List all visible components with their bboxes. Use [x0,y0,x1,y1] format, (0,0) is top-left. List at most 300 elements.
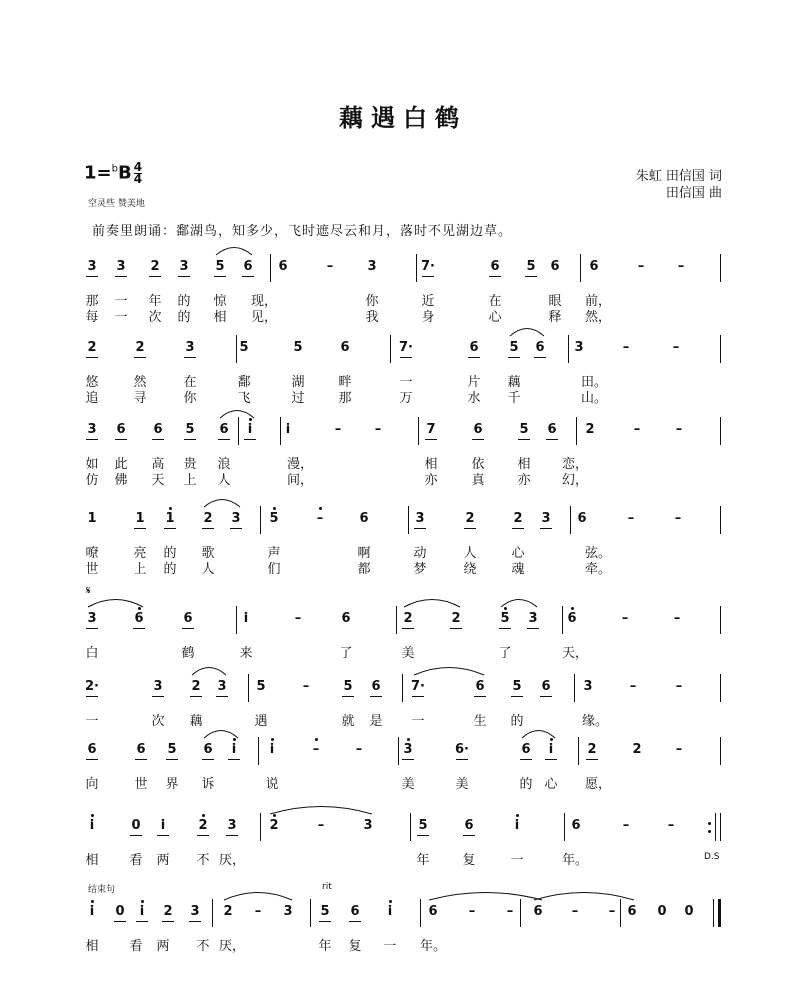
lyric-syllable: 心 [511,546,525,561]
note: 2 [191,679,201,694]
lyric-syllable: 不 [196,853,210,868]
high-octave-dot [550,738,553,741]
eighth-beam [230,528,242,529]
note: – [355,742,363,757]
note: i [89,818,95,833]
note: – [667,818,675,833]
segno-sign: 𝄋 [86,584,91,597]
lyric-syllable: 牵。 [584,562,612,577]
note: 6 [278,259,288,274]
lyric-syllable: 亦 [517,473,531,488]
note: – [374,422,382,437]
eighth-beam [534,357,546,358]
note: – [629,679,637,694]
note: – [675,422,683,437]
note: 5 [343,679,353,694]
lyric-syllable: 亦 [424,473,438,488]
note: 6 [475,679,485,694]
slur [414,668,484,676]
lyric-syllable: 依 [471,457,485,472]
note: 6 [371,679,381,694]
lyric-syllable: 心 [488,310,502,325]
note: i [548,742,554,757]
high-octave-dot [273,814,276,817]
lyric-syllable: 向 [85,777,99,792]
note: i [247,422,253,437]
note: 2 [163,904,173,919]
slur [270,807,372,815]
note: 7 [426,422,436,437]
note: 1 [135,511,145,526]
lyric-syllable: 天 [151,473,165,488]
eighth-beam [540,528,552,529]
eighth-beam [184,439,196,440]
note: 5 [519,422,529,437]
lyric-syllable: 的 [163,546,177,561]
note: 5 [512,679,522,694]
slur [204,500,240,508]
lyric-syllable: 两 [156,853,170,868]
note: 5 [526,259,536,274]
bar-line [416,254,417,282]
lyric-syllable: 世 [85,562,99,577]
note: i [89,904,95,919]
note: 6 [428,904,438,919]
eighth-beam [136,921,148,922]
note: 2 [403,611,413,626]
slur [216,248,252,256]
eighth-beam [166,759,178,760]
high-octave-dot [249,418,252,421]
lyric-syllable: 世 [134,777,148,792]
bar-line [396,606,397,634]
eighth-beam [412,696,424,697]
lyric-syllable: 的 [519,777,533,792]
lyric-syllable: 弦。 [584,546,612,561]
bar-line [580,254,581,282]
note: 2 [135,340,145,355]
note: – [254,904,262,919]
note: – [637,259,645,274]
note: 3 [87,611,97,626]
lyric-syllable: 复 [462,853,476,868]
lyric-syllable: 你 [183,391,197,406]
note: – [674,511,682,526]
lyric-syllable: 片 [467,375,481,390]
note: 3 [403,742,413,757]
note: 3 [190,904,200,919]
lyric-syllable: 寻 [133,391,147,406]
eighth-beam [499,628,511,629]
bar-line [562,606,563,634]
lyric-syllable: 惊 [213,294,227,309]
lyric-syllable: 人 [217,473,231,488]
note: – [317,818,325,833]
eighth-beam [342,696,354,697]
lyric-syllable: 是 [369,714,383,729]
time-denominator: 4 [133,172,143,186]
lyric-syllable: 复 [348,939,362,954]
repeat-dot [708,822,711,825]
slur [192,668,226,676]
note: i [160,818,166,833]
lyric-syllable: 厌， [218,853,246,868]
lyric-syllable: 间， [286,473,314,488]
lyric-syllable: 田。 [580,375,608,390]
slur [224,893,292,901]
note: – [677,259,685,274]
note: 5 [418,818,428,833]
note: i [514,818,520,833]
note: 7· [399,340,413,355]
bar-line [720,254,721,282]
note: 3 [583,679,593,694]
note: – [316,511,324,526]
note: 3 [153,679,163,694]
note: i [243,611,249,626]
lyric-syllable: 遇 [254,714,268,729]
lyric-syllable: 在 [488,294,502,309]
note: 6 [490,259,500,274]
note: 6 [469,340,479,355]
slur [534,893,634,901]
slur [501,600,537,608]
eighth-beam [149,276,161,277]
note: 6 [464,818,474,833]
lyric-syllable: 畔 [338,375,352,390]
eighth-beam [468,357,480,358]
high-octave-dot [315,738,318,741]
lyric-syllable: 漫， [286,457,314,472]
note: 0 [115,904,125,919]
note: 6 [359,511,369,526]
bar-line [520,899,521,927]
lyric-syllable: 界 [165,777,179,792]
bar-line [574,674,575,702]
eighth-beam [86,696,98,697]
lyric-syllable: 一 [383,939,397,954]
eighth-beam [472,439,484,440]
eighth-beam [134,528,146,529]
lyric-syllable: 心 [544,777,558,792]
lyric-syllable: 真 [471,473,485,488]
bar-line [402,674,403,702]
note: 6 [589,259,599,274]
performance-note: 空灵些 赞美地 [88,199,145,209]
high-octave-dot [91,814,94,817]
note: 6 [219,422,229,437]
lyric-syllable: 年 [416,853,430,868]
eighth-beam [417,835,429,836]
note: – [571,904,579,919]
lyric-syllable: 那 [85,294,99,309]
bar-line [420,899,421,927]
bar-line [248,674,249,702]
note: – [627,511,635,526]
bar-line [418,417,419,445]
bar-line [720,674,721,702]
bar-line [720,737,721,765]
lyric-syllable: 年。 [561,853,589,868]
eighth-beam [400,357,412,358]
note: 3 [541,511,551,526]
note: 5 [509,340,519,355]
lyric-syllable: 绕 [463,562,477,577]
eighth-beam [508,357,520,358]
lyric-syllable: 看 [129,853,143,868]
ending-label: 结束句 [88,885,116,895]
note: 6 [203,742,213,757]
flat-sign: b [111,163,118,175]
note: 1 [165,511,175,526]
high-octave-dot [91,900,94,903]
note: 6 [541,679,551,694]
eighth-beam [511,696,523,697]
bar-line [390,335,391,363]
lyric-syllable: 次 [148,310,162,325]
eighth-beam [525,276,537,277]
note: 6 [533,904,543,919]
note: 2 [585,422,595,437]
note: 6 [627,904,637,919]
lyric-syllable: 缘。 [581,714,609,729]
eighth-beam [319,921,331,922]
eighth-beam [228,759,240,760]
bar-line [260,506,261,534]
eighth-beam [162,921,174,922]
eighth-beam [115,439,127,440]
eighth-beam [130,835,142,836]
note: 3 [87,422,97,437]
lyric-syllable: 了 [498,646,512,661]
lyric-syllable: 一 [510,853,524,868]
repeat-dot [708,830,711,833]
note: 3 [116,259,126,274]
eighth-beam [242,276,254,277]
note: 6 [567,611,577,626]
note: 6 [571,818,581,833]
note: – [312,742,320,757]
note: – [294,611,302,626]
eighth-beam [86,357,98,358]
lyric-syllable: 啊 [357,546,371,561]
eighth-beam [520,759,532,760]
note: 6 [547,422,557,437]
lyric-syllable: 的 [177,310,191,325]
note: 7· [421,259,435,274]
note: – [326,259,334,274]
lyric-syllable: 仿 [85,473,99,488]
lyric-syllable: 藕 [189,714,203,729]
bar-line-double [715,813,716,841]
eighth-beam [450,628,462,629]
high-octave-dot [516,814,519,817]
lyric-syllable: 每 [85,310,99,325]
note: 2 [632,742,642,757]
note: 3 [283,904,293,919]
lyric-syllable: 来 [239,646,253,661]
eighth-beam [184,357,196,358]
eighth-beam [114,921,126,922]
lyric-syllable: 你 [365,294,379,309]
note: 1 [87,511,97,526]
note: 5 [239,340,249,355]
eighth-beam [178,276,190,277]
lyric-syllable: 然 [133,375,147,390]
note: 2 [198,818,208,833]
bar-line [570,506,571,534]
bar-line [720,335,721,363]
bar-line [398,737,399,765]
bar-line [568,335,569,363]
lyric-syllable: 的 [510,714,524,729]
note: 6 [350,904,360,919]
eighth-beam [349,921,361,922]
note: 3 [227,818,237,833]
lyric-syllable: 万 [399,391,413,406]
high-octave-dot [271,738,274,741]
note: 2· [85,679,99,694]
lyric-syllable: 了 [339,646,353,661]
lyric-syllable: 看 [129,939,143,954]
bar-line [720,417,721,445]
note: 2 [269,818,279,833]
lyric-syllable: 见， [250,310,278,325]
lyric-syllable: 美 [401,777,415,792]
time-numerator: 4 [133,160,143,174]
note: 6 [134,611,144,626]
eighth-beam [546,439,558,440]
bar-line [578,737,579,765]
note: 6 [473,422,483,437]
eighth-beam [586,759,598,760]
bar-line [408,506,409,534]
note: 3 [415,511,425,526]
lyric-syllable: 相 [213,310,227,325]
note: – [621,611,629,626]
key-tonic: B [117,162,132,184]
key-signature [84,162,142,185]
lyric-syllable: 不 [196,939,210,954]
note: 2 [150,259,160,274]
note: 3 [367,259,377,274]
bar-line [720,506,721,534]
note: – [302,679,310,694]
lyric-syllable: 上 [133,562,147,577]
note: – [622,340,630,355]
eighth-beam [518,439,530,440]
eighth-beam [464,528,476,529]
lyric-syllable: 过 [291,391,305,406]
lyricist-credit: 朱虹 田信国 词 [635,169,722,184]
note: 2 [451,611,461,626]
lyric-syllable: 藕 [507,375,521,390]
lyric-syllable: 们 [267,562,281,577]
bar-line [238,417,239,445]
lyric-syllable: 就 [341,714,355,729]
lyric-syllable: 千 [507,391,521,406]
high-octave-dot [141,900,144,903]
note: 5 [167,742,177,757]
lyric-syllable: 亮 [133,546,147,561]
eighth-beam [133,628,145,629]
eighth-beam [463,835,475,836]
note: 3 [179,259,189,274]
time-signature [134,162,142,185]
lyric-syllable: 相 [424,457,438,472]
lyric-syllable: 的 [177,294,191,309]
note: 3 [528,611,538,626]
lyric-syllable: 飞 [237,391,251,406]
bar-line [260,813,261,841]
eighth-beam [425,439,437,440]
note: – [672,340,680,355]
lyric-syllable: 美 [401,646,415,661]
slur [522,731,555,739]
lyric-syllable: 人 [463,546,477,561]
lyric-syllable: 魂 [511,562,525,577]
eighth-beam [456,759,468,760]
high-octave-dot [273,507,276,510]
lyric-syllable: 两 [156,939,170,954]
high-octave-dot [504,607,507,610]
eighth-beam [244,439,256,440]
note: i [269,742,275,757]
credits [636,168,722,202]
lyric-syllable: 的 [163,562,177,577]
bar-line [236,335,237,363]
note: 6 [136,742,146,757]
note: 6 [116,422,126,437]
lyric-syllable: 山。 [580,391,608,406]
eighth-beam [86,759,98,760]
eighth-beam [216,696,228,697]
lyric-syllable: 一 [114,310,128,325]
slur [404,600,460,608]
dal-segno-mark: D.S [704,852,720,862]
lyric-syllable: 然， [584,310,612,325]
lyric-syllable: 白 [85,646,99,661]
note: 0 [657,904,667,919]
lyric-syllable: 贵 [183,457,197,472]
eighth-beam [164,528,176,529]
note: 2 [465,511,475,526]
slur [510,329,544,337]
lyric-syllable: 美 [455,777,469,792]
note: – [468,904,476,919]
bar-line [280,417,281,445]
eighth-beam [134,357,146,358]
lyric-syllable: 诉 [201,777,215,792]
high-octave-dot [202,814,205,817]
note: – [675,742,683,757]
eighth-beam [86,276,98,277]
eighth-beam [474,696,486,697]
eighth-beam [189,921,201,922]
lyric-syllable: 一 [114,294,128,309]
lyric-syllable: 前， [584,294,612,309]
eighth-beam [226,835,238,836]
lyric-syllable: 追 [85,391,99,406]
note: 5 [215,259,225,274]
bar-line [718,899,721,927]
note: 3 [574,340,584,355]
bar-line [620,899,621,927]
lyric-syllable: 相 [517,457,531,472]
eighth-beam [422,276,434,277]
note: 7· [411,679,425,694]
note: 3 [231,511,241,526]
